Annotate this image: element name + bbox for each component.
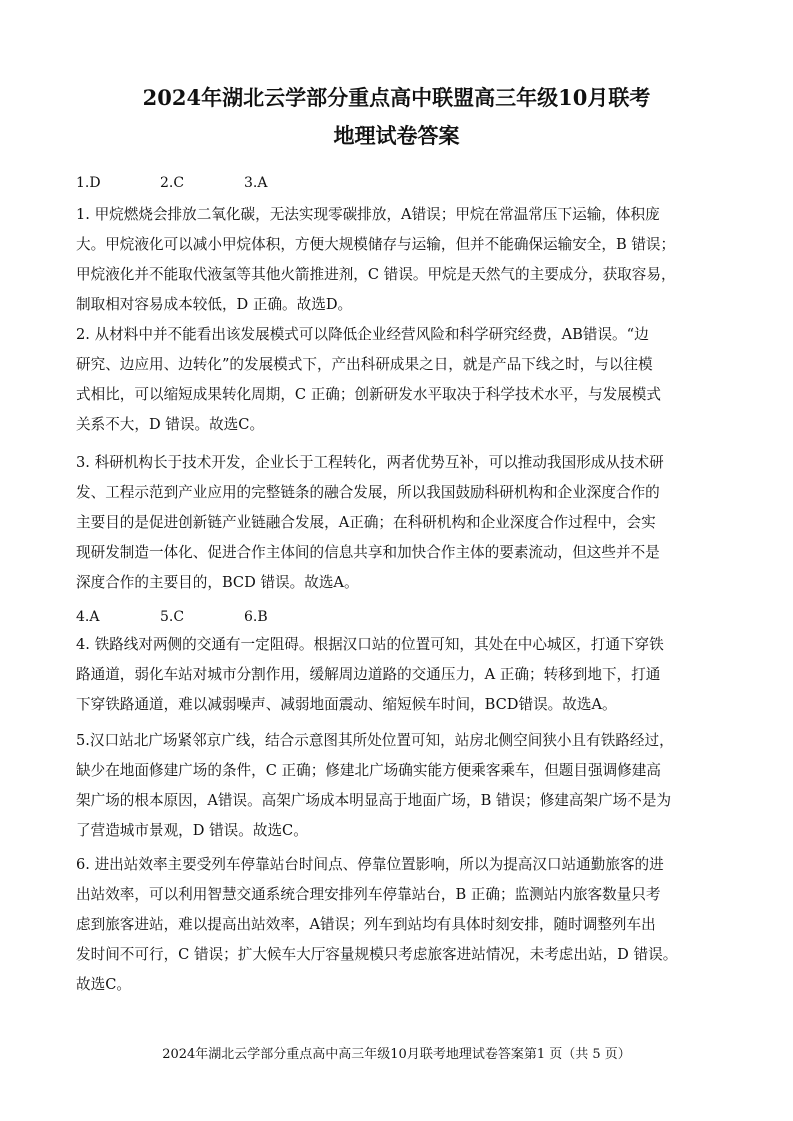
- explanation-line: 主要目的是促进创新链产业链融合发展，A正确；在科研机构和企业深度合作过程中，会实: [76, 514, 656, 531]
- answer-4: 4.A: [76, 609, 100, 625]
- document-subtitle: 地理试卷答案: [333, 123, 460, 148]
- explanation-line: 虑到旅客进站，难以提高出站效率，A错误；列车到站均有具体时刻安排，随时调整列车出: [76, 916, 656, 933]
- explanation-line: 发时间不可行，C 错误；扩大候车大厅容量规模只考虑旅客进站情况，未考虑出站，D 错误。: [76, 946, 678, 963]
- explanation-6: [76, 850, 716, 1000]
- answer-1: 1.D: [76, 175, 101, 191]
- explanation-1: [76, 200, 716, 320]
- explanation-line: 式相比，可以缩短成果转化周期，C 正确；创新研发水平取决于科学技术水平，与发展模式: [76, 386, 661, 403]
- explanation-4: [76, 630, 716, 720]
- explanation-line: 现研发制造一体化、促进合作主体间的信息共享和加快合作主体的要素流动，但这些并不是: [76, 544, 660, 561]
- explanation-line: 路通道，弱化车站对城市分割作用，缓解周边道路的交通压力，A 正确；转移到地下，打通: [76, 666, 661, 683]
- answer-key-row-2: [76, 607, 268, 627]
- explanation-line: 关系不大，D 错误。故选C。: [76, 416, 265, 433]
- explanation-line: 深度合作的主要目的，BCD 错误。故选A。: [76, 574, 359, 591]
- explanation-line: 研究、边应用、边转化”的发展模式下，产出科研成果之日，就是产品下线之时，与以往模: [76, 356, 653, 373]
- answer-key-row-1: [76, 173, 267, 193]
- explanation-line: 2. 从材料中并不能看出该发展模式可以降低企业经营风险和科学研究经费，AB错误。“边: [76, 326, 649, 343]
- explanation-line: 3. 科研机构长于技术开发，企业长于工程转化，两者优势互补，可以推动我国形成从技术研: [76, 454, 664, 471]
- explanation-line: 甲烷液化并不能取代液氢等其他火箭推进剂，C 错误。甲烷是天然气的主要成分，获取容易，: [76, 266, 676, 283]
- explanation-line: 架广场的根本原因，A错误。高架广场成本明显高于地面广场，B 错误；修建高架广场不是为: [76, 792, 672, 809]
- explanation-line: 缺少在地面修建广场的条件，C 正确；修建北广场确实能方便乘客乘车，但题目强调修建高: [76, 762, 661, 779]
- answer-2: 2.C: [160, 175, 185, 191]
- explanation-line: 制取相对容易成本较低，D 正确。故选D。: [76, 296, 353, 313]
- explanation-3: [76, 448, 716, 598]
- explanation-line: 4. 铁路线对两侧的交通有一定阻碍。根据汉口站的位置可知，其处在中心城区，打通下穿铁: [76, 636, 664, 653]
- explanation-line: 故选C。: [76, 976, 131, 993]
- explanation-line: 大。甲烷液化可以减小甲烷体积，方便大规模储存与运输，但并不能确保运输安全，B 错误；: [76, 236, 676, 253]
- answer-3: 3.A: [244, 175, 268, 191]
- explanation-line: 了营造城市景观，D 错误。故选C。: [76, 822, 308, 839]
- explanation-line: 6. 进出站效率主要受列车停靠站台时间点、停靠位置影响，所以为提高汉口站通勤旅客的进: [76, 856, 664, 873]
- explanation-line: 下穿铁路通道，难以减弱噪声、减弱地面震动、缩短候车时间，BCD错误。故选A。: [76, 696, 617, 713]
- answer-5: 5.C: [160, 609, 185, 625]
- explanation-line: 5.汉口站北广场紧邻京广线，结合示意图其所处位置可知，站房北侧空间狭小且有铁路经过，: [76, 732, 674, 749]
- answer-6: 6.B: [244, 609, 268, 625]
- explanation-line: 1. 甲烷燃烧会排放二氧化碳，无法实现零碳排放，A错误；甲烷在常温常压下运输，体积庞: [76, 206, 660, 223]
- document-title: 2024年湖北云学部分重点高中联盟高三年级10月联考: [142, 85, 651, 110]
- explanation-line: 出站效率，可以利用智慧交通系统合理安排列车停靠站台，B 正确；监测站内旅客数量只考: [76, 886, 661, 903]
- explanation-line: 发、工程示范到产业应用的完整链条的融合发展，所以我国鼓励科研机构和企业深度合作的: [76, 484, 660, 501]
- page-footer: 2024年湖北云学部分重点高中高三年级10月联考地理试卷答案第1 页（共 5 页）: [162, 1047, 631, 1062]
- explanation-5: [76, 726, 716, 846]
- explanation-2: [76, 320, 716, 440]
